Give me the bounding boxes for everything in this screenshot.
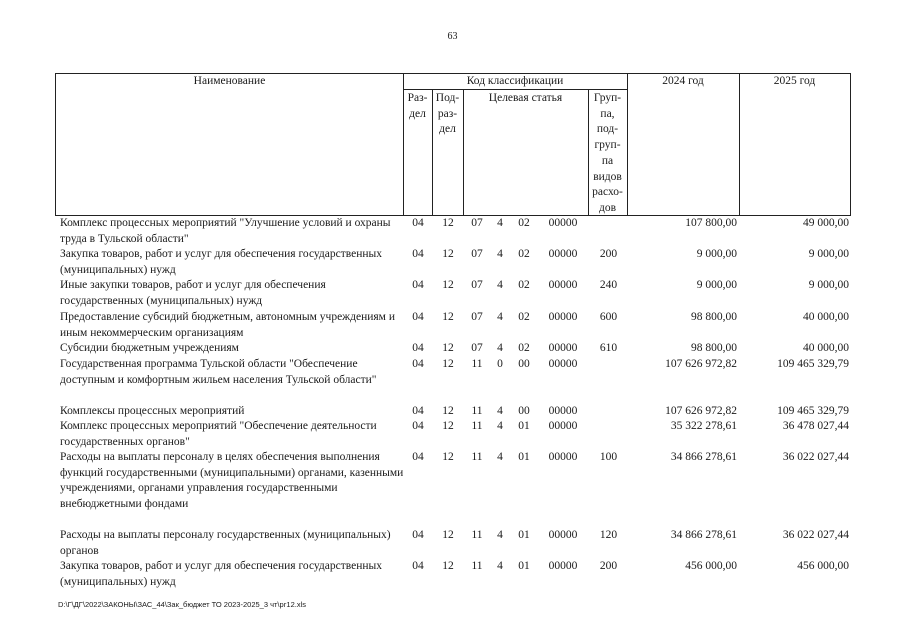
row-subsection: 12 — [442, 560, 454, 572]
row-expense-type: 600 — [599, 311, 618, 323]
file-path-footer: D:\Г\ДГ\2022\ЗАКОНЫ\ЗАС_44\Зак_бюджет ТО 2023-2025_3 чт\рг12.xls — [58, 600, 307, 609]
header-classification: Код классификации — [466, 75, 564, 87]
row-subsection: 12 — [442, 405, 454, 417]
row-target-4: 00000 — [548, 358, 578, 370]
row-target-3: 00 — [518, 358, 530, 370]
divider — [739, 74, 740, 215]
row-expense-type: 610 — [599, 342, 618, 354]
row-target-2: 4 — [497, 529, 503, 541]
row-value-2024: 34 866 278,61 — [670, 451, 737, 463]
row-name: Субсидии бюджетным учреждениям — [60, 342, 239, 354]
row-section: 04 — [412, 405, 424, 417]
row-target-1: 11 — [471, 529, 483, 541]
row-section: 04 — [412, 342, 424, 354]
divider — [463, 90, 464, 215]
row-value-2024: 456 000,00 — [685, 560, 737, 572]
row-section: 04 — [412, 529, 424, 541]
row-value-2025: 109 465 329,79 — [777, 358, 849, 370]
row-name: Комплексы процессных мероприятий — [60, 405, 245, 417]
row-section: 04 — [412, 560, 424, 572]
row-value-2024: 98 800,00 — [691, 342, 737, 354]
header-target-item: Целевая статья — [488, 92, 563, 104]
row-target-4: 00000 — [548, 248, 578, 260]
row-target-2: 0 — [497, 358, 503, 370]
row-value-2025: 36 022 027,44 — [782, 529, 849, 541]
row-name: Расходы на выплаты персоналу в целях обеспечения выполнения функций государственными (муниципальными) органами, казенными учреждениями, органами управления государственными внебюджетными фондами — [60, 451, 404, 510]
row-value-2025: 36 478 027,44 — [782, 420, 849, 432]
row-target-4: 00000 — [548, 560, 578, 572]
row-target-3: 02 — [518, 217, 530, 229]
row-value-2025: 49 000,00 — [803, 217, 849, 229]
row-value-2024: 34 866 278,61 — [670, 529, 737, 541]
row-section: 04 — [412, 358, 424, 370]
header-year-2025: 2025 год — [773, 75, 816, 87]
header-expense-group: Груп- па, под- груп- па видов расхо- дов — [592, 92, 623, 214]
row-target-2: 4 — [497, 279, 503, 291]
row-subsection: 12 — [442, 342, 454, 354]
row-target-1: 07 — [471, 217, 483, 229]
row-target-1: 07 — [471, 279, 483, 291]
row-name: Государственная программа Тульской области "Обеспечение доступным и комфортным жильем населения Тульской области" — [60, 358, 377, 386]
row-target-1: 11 — [471, 451, 483, 463]
row-value-2025: 456 000,00 — [797, 560, 849, 572]
row-target-3: 02 — [518, 342, 530, 354]
row-subsection: 12 — [442, 248, 454, 260]
row-name: Расходы на выплаты персоналу государственных (муниципальных) органов — [60, 529, 391, 557]
row-name: Иные закупки товаров, работ и услуг для обеспечения государственных (муниципальных) нужд — [60, 279, 326, 307]
row-expense-type: 240 — [599, 279, 618, 291]
row-subsection: 12 — [442, 279, 454, 291]
row-target-4: 00000 — [548, 217, 578, 229]
page-number: 63 — [447, 31, 458, 42]
row-target-2: 4 — [497, 217, 503, 229]
row-value-2024: 9 000,00 — [696, 248, 737, 260]
row-target-3: 02 — [518, 279, 530, 291]
row-subsection: 12 — [442, 311, 454, 323]
row-target-4: 00000 — [548, 529, 578, 541]
row-target-4: 00000 — [548, 279, 578, 291]
row-name: Закупка товаров, работ и услуг для обеспечения государственных (муниципальных) нужд — [60, 560, 383, 588]
row-expense-type: 200 — [599, 560, 618, 572]
row-target-2: 4 — [497, 311, 503, 323]
row-name: Закупка товаров, работ и услуг для обеспечения государственных (муниципальных) нужд — [60, 248, 383, 276]
table-header — [55, 73, 851, 216]
row-target-3: 01 — [518, 529, 530, 541]
row-target-3: 01 — [518, 451, 530, 463]
row-target-2: 4 — [497, 451, 503, 463]
row-subsection: 12 — [442, 529, 454, 541]
row-expense-type: 120 — [599, 529, 618, 541]
row-name: Комплекс процессных мероприятий "Улучшение условий и охраны труда в Тульской области" — [60, 217, 391, 245]
row-target-1: 07 — [471, 248, 483, 260]
row-target-1: 07 — [471, 342, 483, 354]
row-value-2025: 109 465 329,79 — [777, 405, 849, 417]
row-value-2025: 9 000,00 — [808, 248, 849, 260]
row-target-3: 00 — [518, 405, 530, 417]
row-target-4: 00000 — [548, 451, 578, 463]
row-target-2: 4 — [497, 342, 503, 354]
row-target-2: 4 — [497, 420, 503, 432]
row-value-2024: 107 626 972,82 — [665, 405, 737, 417]
row-target-3: 02 — [518, 311, 530, 323]
header-section: Раз- дел — [407, 92, 428, 120]
row-target-4: 00000 — [548, 405, 578, 417]
row-expense-type: 200 — [599, 248, 618, 260]
row-target-1: 07 — [471, 311, 483, 323]
row-name: Комплекс процессных мероприятий "Обеспечение деятельности государственных органов" — [60, 420, 377, 448]
row-value-2025: 36 022 027,44 — [782, 451, 849, 463]
row-target-2: 4 — [497, 248, 503, 260]
row-target-1: 11 — [471, 405, 483, 417]
header-year-2024: 2024 год — [662, 75, 704, 87]
row-value-2024: 35 322 278,61 — [670, 420, 737, 432]
row-target-4: 00000 — [548, 342, 578, 354]
row-target-3: 01 — [518, 420, 530, 432]
row-subsection: 12 — [442, 217, 454, 229]
row-target-2: 4 — [497, 405, 503, 417]
row-section: 04 — [412, 248, 424, 260]
row-value-2024: 107 626 972,82 — [665, 358, 737, 370]
row-target-4: 00000 — [548, 420, 578, 432]
row-subsection: 12 — [442, 451, 454, 463]
row-target-4: 00000 — [548, 311, 578, 323]
row-value-2024: 9 000,00 — [696, 279, 737, 291]
row-subsection: 12 — [442, 420, 454, 432]
row-section: 04 — [412, 217, 424, 229]
row-value-2025: 40 000,00 — [803, 311, 849, 323]
row-target-1: 11 — [471, 420, 483, 432]
row-target-1: 11 — [471, 358, 483, 370]
row-value-2024: 107 800,00 — [685, 217, 737, 229]
row-target-1: 11 — [471, 560, 483, 572]
row-target-3: 02 — [518, 248, 530, 260]
row-expense-type: 100 — [599, 451, 618, 463]
row-value-2024: 98 800,00 — [691, 311, 737, 323]
row-name: Предоставление субсидий бюджетным, автономным учреждениям и иным некоммерческим организациям — [60, 311, 395, 339]
header-subsection: Под- раз- дел — [435, 92, 460, 136]
row-section: 04 — [412, 311, 424, 323]
header-name: Наименование — [193, 75, 266, 87]
row-section: 04 — [412, 420, 424, 432]
row-target-3: 01 — [518, 560, 530, 572]
row-subsection: 12 — [442, 358, 454, 370]
row-target-2: 4 — [497, 560, 503, 572]
divider — [627, 74, 628, 215]
row-section: 04 — [412, 279, 424, 291]
row-section: 04 — [412, 451, 424, 463]
row-value-2025: 40 000,00 — [803, 342, 849, 354]
row-value-2025: 9 000,00 — [808, 279, 849, 291]
